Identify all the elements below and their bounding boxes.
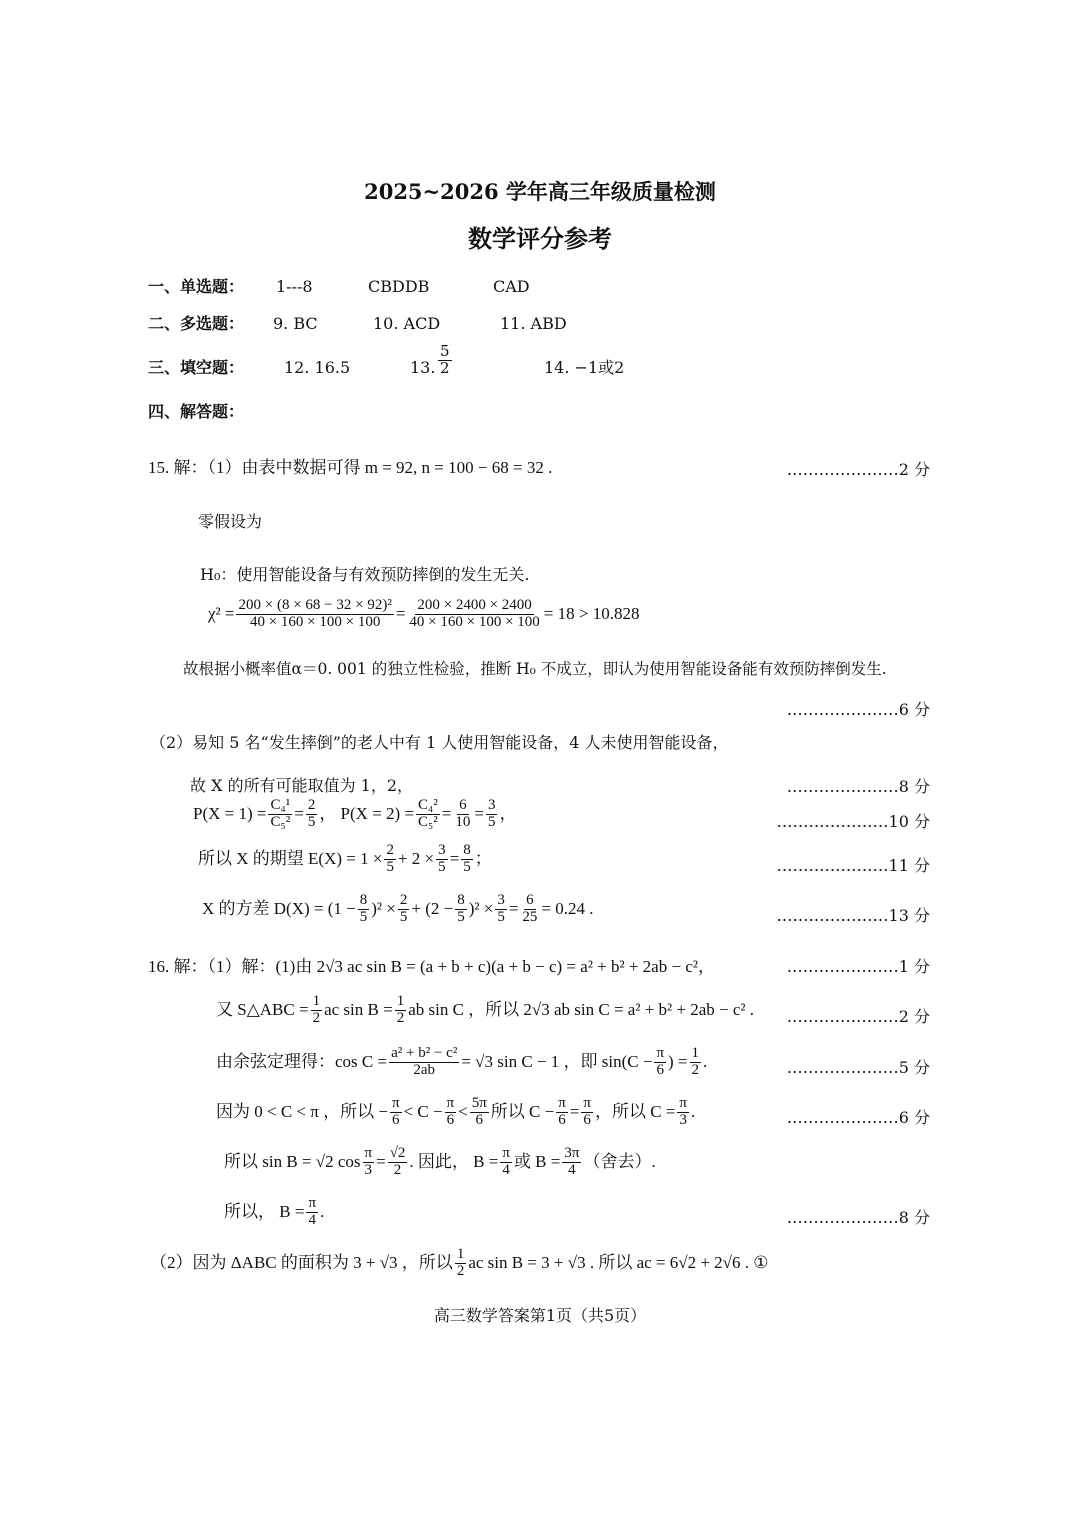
q16-score-1: …………………1 分 bbox=[786, 957, 930, 976]
q16-angle-range: 因为 0 < C < π ，所以 − $\frac{\pi}{6}$ < C − $\frac{\pi}{6}$ < $\frac{5\pi}{6}$ 所以 C − $\frac{\pi}{6}$ = $\frac{\pi}{6}$ ，所以 C = $\frac{\pi}{3}$ . bbox=[216, 1095, 696, 1128]
q15-expectation: 所以 X 的期望 E(X) = 1 × $\frac{2}{5}$ + 2 × $\frac{3}{5}$ = $\frac{8}{5}$ ； bbox=[198, 842, 492, 875]
q16-sin-b: 所以 sin B = √2 cos $\frac{\pi}{3}$ = $\frac{√2}{2}$ . 因此， B = $\frac{\pi}{4}$ 或 B = $\frac{3\pi}{4}$ （舍去）. bbox=[224, 1145, 656, 1178]
q16-score-2: …………………2 分 bbox=[786, 1007, 930, 1026]
multi-q10: 10. ACD bbox=[373, 314, 441, 333]
q15-score-2: …………………2 分 bbox=[786, 460, 930, 479]
q16-cosine-law: 由余弦定理得：cos C = $\frac{\text{a² + b² − c²}}{2ab}$ = √3 sin C − 1 ，即 sin(C − $\frac{\pi}{6}$ ) = $\frac{1}{2}$ . bbox=[216, 1045, 708, 1078]
section-multi-label: 二、多选题： bbox=[148, 314, 245, 333]
q16-score-8: …………………8 分 bbox=[786, 1208, 930, 1227]
section-solve-label: 四、解答题： bbox=[148, 402, 245, 421]
q15-part2-values: 故 X 的所有可能取值为 1，2， bbox=[190, 776, 414, 795]
fill-q13: 13. bbox=[410, 358, 436, 377]
q15-null-hypothesis-intro: 零假设为 bbox=[198, 512, 263, 531]
q16-line1: 16. 解：（1）解：(1)由 2√3 ac sin B = (a + b + c)(a + b − c) = a² + b² + 2ab − c²， bbox=[148, 957, 715, 976]
q15-null-hypothesis: H₀：使用智能设备与有效预防摔倒的发生无关. bbox=[200, 565, 530, 584]
section-single-label: 一、单选题： bbox=[148, 277, 245, 296]
fill-q14: 14. −1或2 bbox=[544, 358, 625, 377]
single-answers-2: CAD bbox=[493, 277, 530, 296]
q15-chi-square-formula: χ² = $\frac{\text{200 × (8 × 68 − 32 × 92)²}}{40 \times 160 \times 100 \times 100}$ = $\frac{200 \times 2400 \times 2400}{40 \times 160 \times 100 \times 100}$ = 18 > 10.828 bbox=[208, 597, 640, 630]
q16-part2: （2）因为 ΔABC 的面积为 3 + √3 ，所以 $\frac{1}{2}$ ac sin B = 3 + √3 . 所以 ac = 6√2 + 2√6 . ① bbox=[150, 1246, 769, 1279]
q15-score-8: …………………8 分 bbox=[786, 777, 930, 796]
fill-q13-fraction: $\frac{5}{2}$ bbox=[440, 342, 450, 377]
q15-score-10: …………………10 分 bbox=[776, 812, 930, 831]
q15-score-6: …………………6 分 bbox=[786, 700, 930, 719]
q15-line1: 15. 解：（1）由表中数据可得 m = 92, n = 100 − 68 = 32 . bbox=[148, 458, 553, 477]
q15-score-13: …………………13 分 bbox=[776, 906, 930, 925]
q15-part2-intro: （2）易知 5 名“发生摔倒”的老人中有 1 人使用智能设备，4 人未使用智能设备， bbox=[150, 733, 729, 752]
fill-q12: 12. 16.5 bbox=[284, 358, 351, 377]
single-range: 1---8 bbox=[276, 277, 313, 296]
q15-score-11: …………………11 分 bbox=[776, 856, 930, 875]
q15-variance: X 的方差 D(X) = (1 − $\frac{8}{5}$ )² × $\frac{2}{5}$ + (2 − $\frac{8}{5}$ )² × $\frac{3}{5}$ = $\frac{6}{25}$ = 0.24 . bbox=[202, 892, 594, 925]
page-title: 2025~2026 学年高三年级质量检测 bbox=[364, 179, 716, 204]
multi-q11: 11. ABD bbox=[500, 314, 567, 333]
single-answers-1: CBDDB bbox=[368, 277, 430, 296]
page-footer: 高三数学答案第1页（共5页） bbox=[433, 1306, 647, 1325]
q15-probabilities: P(X = 1) = $\frac{\text{C₄¹}}{\text{C₅²}}$ = $\frac{2}{5}$ ， P(X = 2) = $\frac{\text{C₄²}}{\text{C₅²}}$ = $\frac{6}{10}$ = $\frac{3}{5}$ ， bbox=[193, 797, 517, 830]
multi-q9: 9. BC bbox=[273, 314, 318, 333]
q16-area-formula: 又 S△ABC = $\frac{1}{2}$ ac sin B = $\frac{1}{2}$ ab sin C ，所以 2√3 ab sin C = a² + b² + 2ab − c² . bbox=[216, 993, 754, 1026]
q15-conclusion: 故根据小概率值α＝0. 001 的独立性检验，推断 H₀ 不成立，即认为使用智能设备能有效预防摔倒发生. bbox=[183, 660, 887, 678]
q16-b-result: 所以， B = $\frac{\pi}{4}$ . bbox=[224, 1195, 325, 1228]
section-fill-label: 三、填空题： bbox=[148, 358, 245, 377]
page-subtitle: 数学评分参考 bbox=[468, 224, 612, 253]
q16-score-5: …………………5 分 bbox=[786, 1058, 930, 1077]
q16-score-6: …………………6 分 bbox=[786, 1108, 930, 1127]
